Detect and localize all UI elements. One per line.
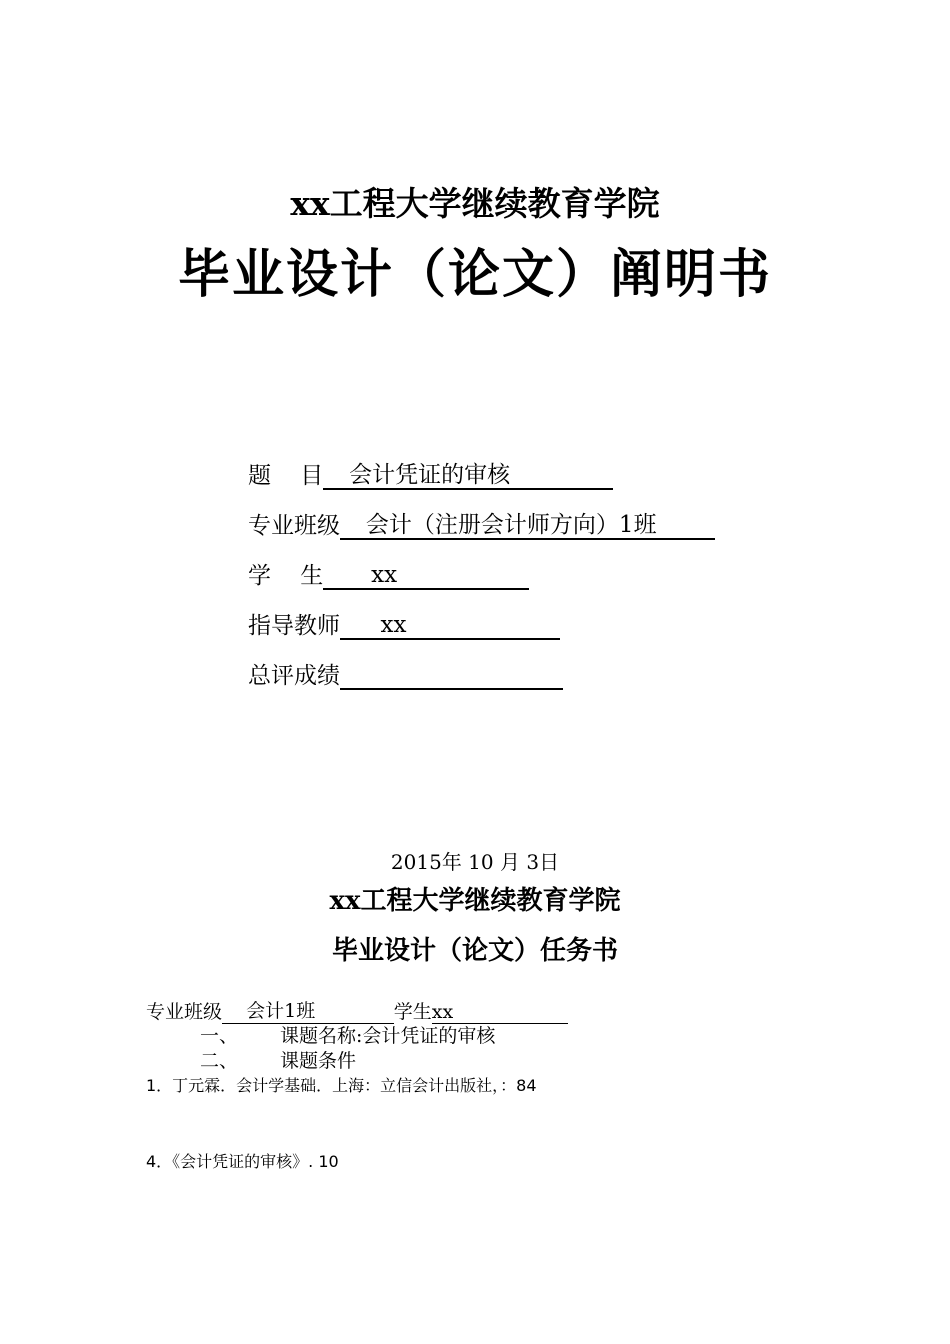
cover-school-title: xx工程大学继续教育学院	[290, 184, 660, 223]
task-item-1-number: 一、	[200, 1025, 239, 1047]
task-student-value: xx	[431, 1001, 568, 1023]
field-final-grade-label: 总评成绩	[248, 663, 340, 689]
field-advisor-value: xx	[340, 612, 560, 640]
field-major-class-label: 专业班级	[248, 513, 340, 539]
task-major-label: 专业班级	[146, 1001, 223, 1023]
task-info-row	[146, 996, 568, 1024]
field-topic-label: 题 目	[248, 463, 324, 489]
field-student	[248, 556, 529, 590]
field-advisor-label: 指导教师	[248, 613, 340, 639]
field-topic	[248, 456, 613, 490]
field-major-class-value: 会计（注册会计师方向）1班	[340, 512, 715, 540]
task-item-1-text: 课题名称:会计凭证的审核	[280, 1025, 496, 1047]
field-student-value: xx	[323, 562, 528, 590]
task-item-2-number: 二、	[200, 1050, 239, 1072]
field-topic-value: 会计凭证的审核	[323, 462, 612, 490]
cover-date: 2015年 10 月 3日	[390, 850, 560, 874]
reference-1: 1．丁元霖．会计学基础．上海：立信会计出版社，：84	[146, 1076, 537, 1095]
task-student-label: 学生	[393, 1001, 432, 1023]
cover-document-title: 毕业设计（论文）阐明书	[177, 244, 772, 305]
field-advisor	[248, 606, 560, 640]
field-final-grade	[248, 656, 563, 690]
task-item-2-text: 课题条件	[280, 1050, 357, 1072]
field-final-grade-value	[340, 662, 563, 690]
task-major-value: 会计1班	[222, 996, 394, 1024]
reference-4: 4．《会计凭证的审核》. 10	[146, 1152, 339, 1171]
field-major-class	[248, 506, 715, 540]
field-student-label: 学 生	[248, 563, 324, 589]
task-school-title: xx工程大学继续教育学院	[329, 886, 621, 916]
task-document-title: 毕业设计（论文）任务书	[331, 936, 618, 966]
